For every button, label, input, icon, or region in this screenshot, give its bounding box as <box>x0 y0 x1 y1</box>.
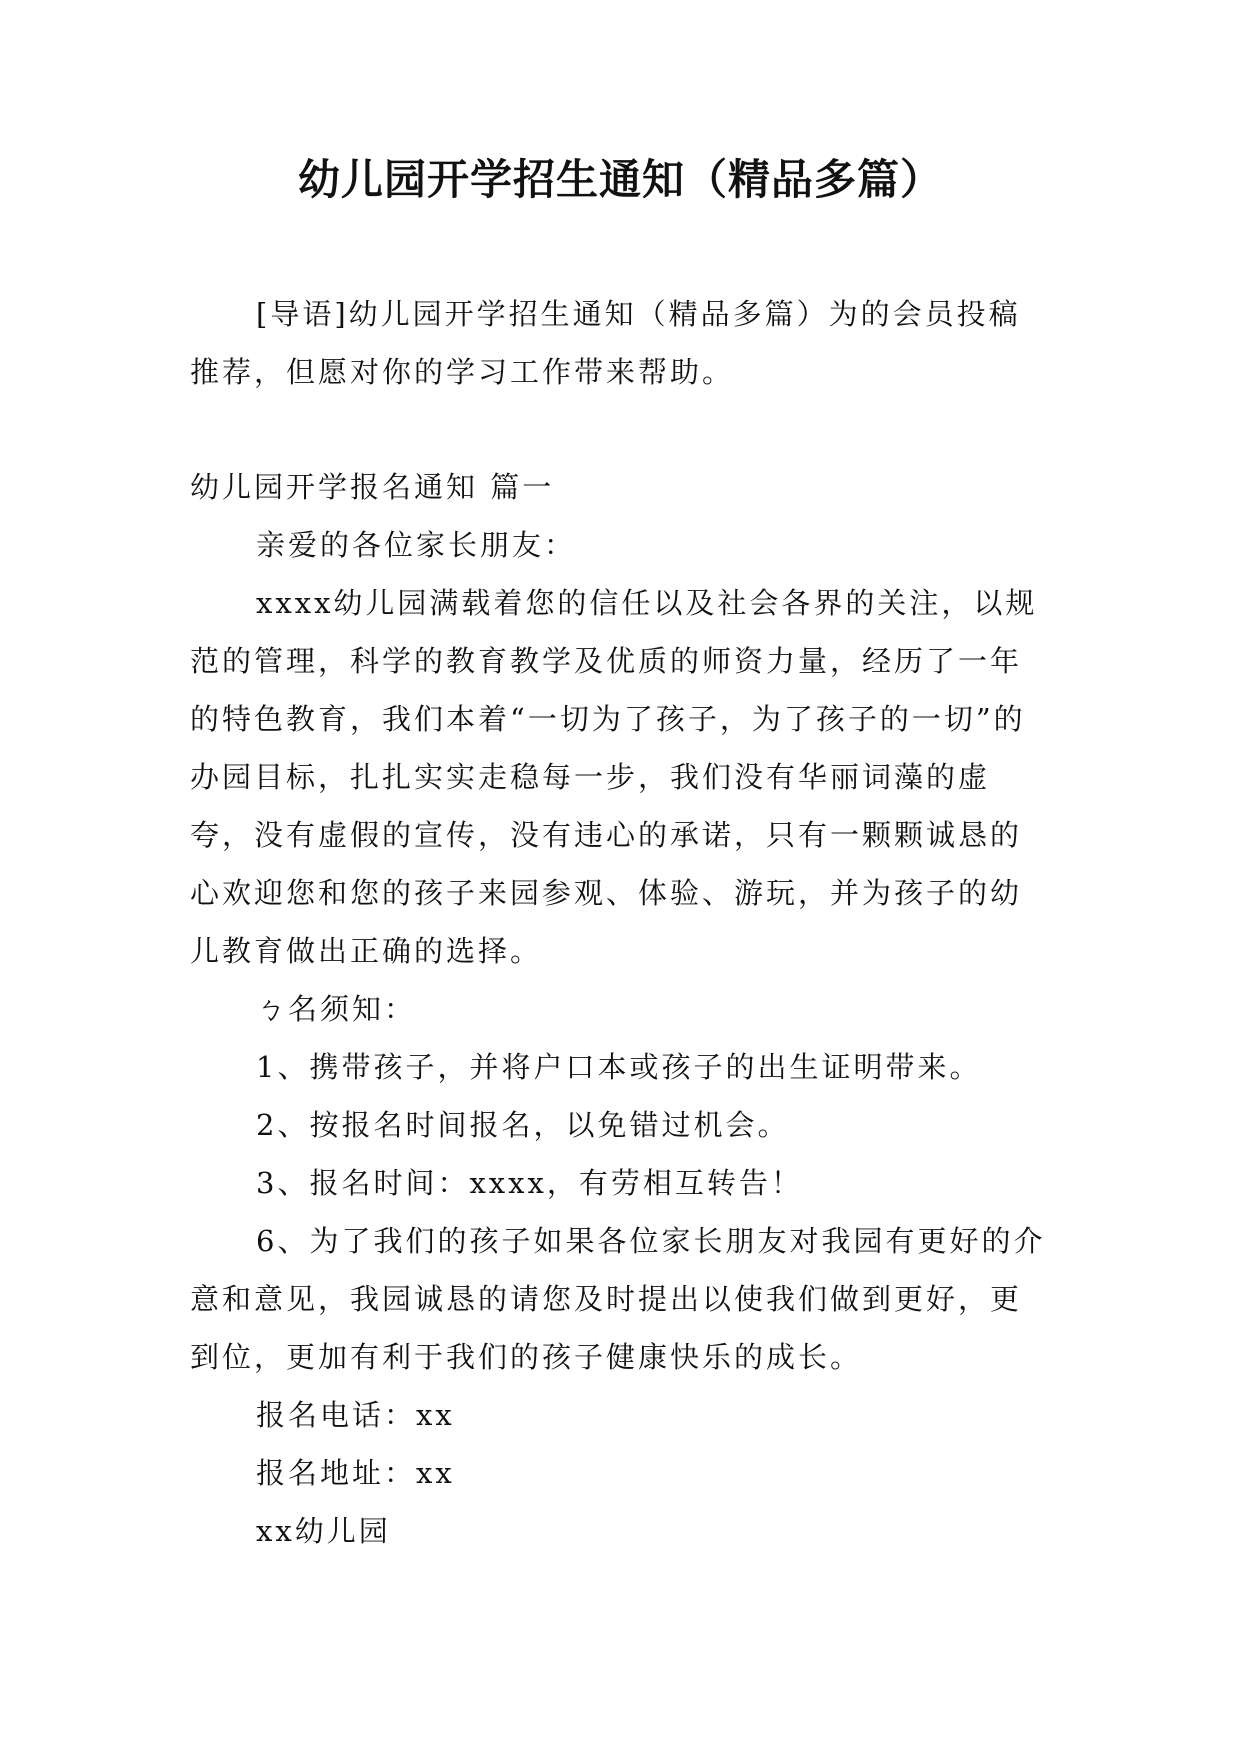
address-line: 报名地址：xx <box>256 1456 455 1490</box>
section-one <box>190 458 1050 1560</box>
signature: xx幼儿园 <box>256 1514 391 1548</box>
intro-paragraph: [导语]幼儿园开学招生通知（精品多篇）为的会员投稿推荐，但愿对你的学习工作带来帮助。 <box>190 297 1021 389</box>
notice-item-6: 6、为了我们的孩子如果各位家长朋友对我园有更好的介意和意见，我园诚恳的请您及时提出以使我们做到更好，更到位，更加有利于我们的孩子健康快乐的成长。 <box>190 1224 1046 1374</box>
phone-line: 报名电话：xx <box>256 1398 455 1432</box>
section-heading: 幼儿园开学报名通知 篇一 <box>190 470 555 504</box>
notice-heading: ㄅ名须知： <box>256 992 417 1026</box>
notice-item-3: 3、报名时间：xxxx，有劳相互转告！ <box>256 1166 803 1200</box>
document-title: 幼儿园开学招生通知（精品多篇） <box>297 155 943 204</box>
notice-item-1: 1、携带孩子，并将户口本或孩子的出生证明带来。 <box>256 1050 982 1084</box>
notice-item-2: 2、按报名时间报名，以免错过机会。 <box>256 1108 790 1142</box>
salutation: 亲爱的各位家长朋友： <box>256 528 577 562</box>
intro-block <box>190 285 1050 401</box>
main-paragraph: xxxx幼儿园满载着您的信任以及社会各界的关注，以规范的管理，科学的教育教学及优质的师资力量，经历了一年的特色教育，我们本着“一切为了孩子，为了孩子的一切”的办园目标，扎扎实实走稳每一步，我们没有华丽词藻的虚夸，没有虚假的宣传，没有违心的承诺，只有一颗颗诚恳的心欢迎您和您的孩子来园参观、体验、游玩，并为孩子的幼儿教育做出正确的选择。 <box>190 586 1038 968</box>
